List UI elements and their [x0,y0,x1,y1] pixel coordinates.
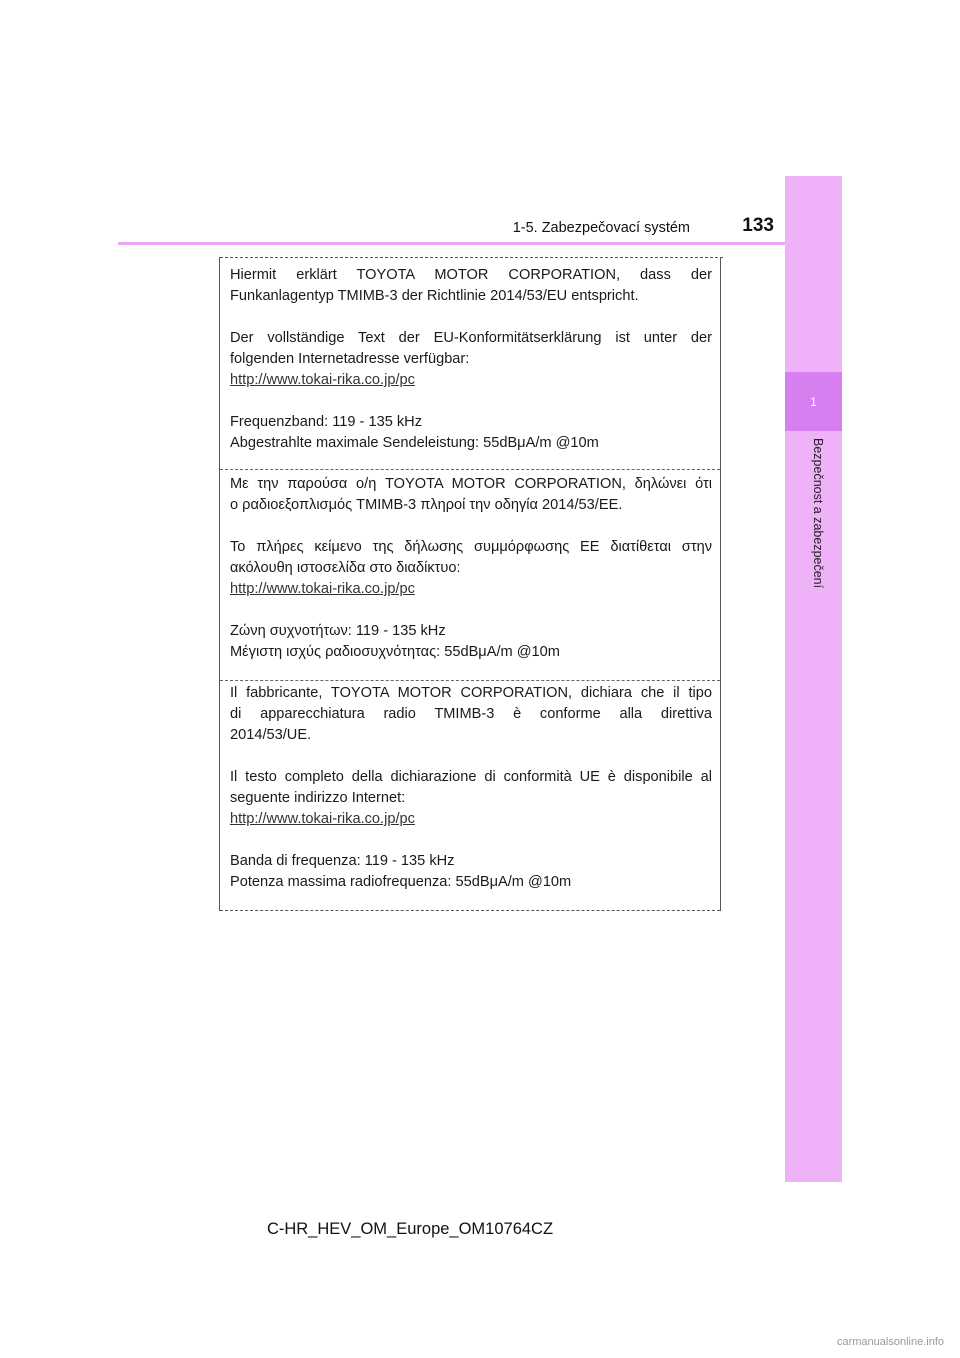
declaration-italian [230,683,712,893]
scan-bottom-border [220,910,720,911]
it-para1-line1: Il fabbricante, TOYOTA MOTOR CORPORATION, dichiara che il tipo [230,685,712,701]
de-url-link[interactable]: http://www.tokai-rika.co.jp/pc [230,372,415,388]
it-para1-line3: 2014/53/UE. [230,727,312,743]
it-para2-line2: seguente indirizzo Internet: [230,790,406,806]
page-number: 133 [742,215,774,236]
divider-de-el [220,469,720,470]
site-watermark: carmanualsonline.info [836,1336,944,1348]
declaration-greek [230,474,712,663]
chapter-title: Bezpečnost a zabezpečení [811,438,825,589]
it-frequency: Banda di frequenza: 119 - 135 kHz [230,853,455,869]
el-para1-line1: Με την παρούσα ο/η TOYOTA MOTOR CORPORATION, δηλώνει ότι [230,476,712,492]
chapter-side-tab [785,176,842,1182]
chapter-number: 1 [810,394,817,409]
el-para2-line1: Το πλήρες κείμενο της δήλωσης συμμόρφωσης ΕΕ διατίθεται στην [230,539,712,555]
declaration-scan [219,257,721,911]
it-para2-line1: Il testo completo della dichiarazione di conformità UE è disponibile al [230,769,712,785]
it-para1-line2: di apparecchiatura radio TMIMB-3 è conforme alla direttiva [230,706,712,722]
scan-top-border [220,257,723,258]
section-title: 1-5. Zabezpečovací systém [512,220,690,236]
de-para1-line1: Hiermit erklärt TOYOTA MOTOR CORPORATION, dass der [230,267,712,283]
de-para2-line1: Der vollständige Text der EU-Konformitätserklärung ist unter der [230,330,712,346]
el-para2-line2: ακόλουθη ιστοσελίδα στο διαδίκτυο: [230,560,461,576]
it-url-link[interactable]: http://www.tokai-rika.co.jp/pc [230,811,415,827]
divider-el-it [220,680,720,681]
el-frequency: Ζώνη συχνοτήτων: 119 - 135 kHz [230,623,446,639]
chapter-number-box [785,372,842,431]
de-para2-line2: folgenden Internetadresse verfügbar: [230,351,470,367]
el-power: Μέγιστη ισχύς ραδιοσυχνότητας: 55dBμA/m @10m [230,644,560,660]
el-url-link[interactable]: http://www.tokai-rika.co.jp/pc [230,581,415,597]
declaration-german [230,265,712,454]
header-rule [118,242,842,245]
el-para1-line2: ο ραδιοεξοπλισμός TMIMB-3 πληροί την οδηγία 2014/53/ΕΕ. [230,497,623,513]
de-frequency: Frequenzband: 119 - 135 kHz [230,414,422,430]
document-code: C-HR_HEV_OM_Europe_OM10764CZ [266,1220,554,1238]
it-power: Potenza massima radiofrequenza: 55dBμA/m @10m [230,874,572,890]
de-para1-line2: Funkanlagentyp TMIMB-3 der Richtlinie 2014/53/EU entspricht. [230,288,639,304]
de-power: Abgestrahlte maximale Sendeleistung: 55dBμA/m @10m [230,435,599,451]
